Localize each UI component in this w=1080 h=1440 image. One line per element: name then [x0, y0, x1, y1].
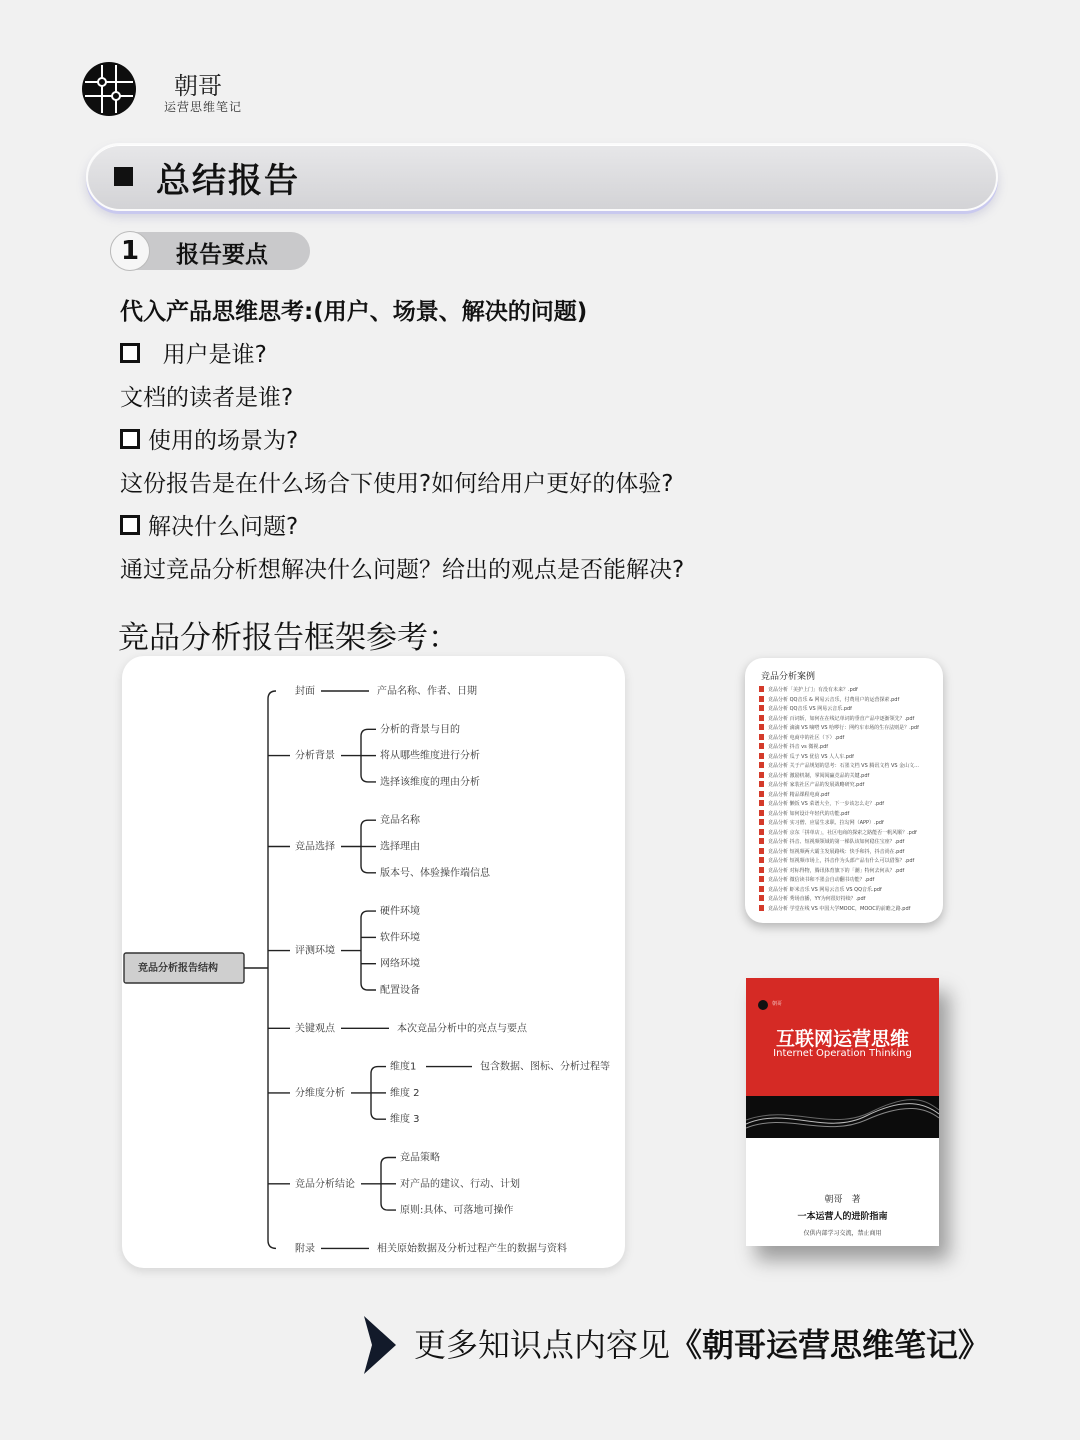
- book-tagline: 一本运营人的进阶指南: [797, 1212, 888, 1222]
- mindmap-leaf-label: 相关原始数据及分析过程产生的数据与资料: [377, 1243, 567, 1255]
- mindmap-root-label: 竞品分析报告结构: [138, 963, 218, 974]
- mindmap-leaf-label: 选择理由: [380, 841, 420, 853]
- book-cover: [746, 978, 939, 1246]
- pdf-file-icon: [759, 838, 764, 844]
- case-list-item: 竞品分析 QQ音乐 VS 网易云音乐.pdf: [759, 705, 937, 715]
- mindmap-leaf-label: 本次竞品分析中的亮点与要点: [397, 1023, 527, 1035]
- pdf-file-icon: [759, 886, 764, 892]
- mindmap-leaf-label: 竞品名称: [380, 815, 420, 827]
- pdf-file-icon: [759, 762, 764, 768]
- mindmap-leaf-bracket: [361, 911, 376, 990]
- page-title: 总结报告: [156, 161, 300, 201]
- book-logo-icon: [758, 1000, 768, 1010]
- book-wave-graphic: [746, 1096, 939, 1138]
- mindmap-leaf-label: 分析的背景与目的: [380, 724, 460, 736]
- pdf-file-icon: [759, 800, 764, 806]
- pdf-file-icon: [759, 705, 764, 711]
- pdf-file-icon: [759, 829, 764, 835]
- section-number: 1: [110, 231, 150, 271]
- mindmap-diagram: [122, 656, 625, 1268]
- triangle-arrow-icon: [364, 1316, 396, 1374]
- case-list-item: 竞品分析 抖音 vs 微视.pdf: [759, 743, 937, 753]
- mindmap-leaf-label: 维度 2: [390, 1087, 420, 1099]
- mindmap-leaf-label: 版本号、体验操作端信息: [380, 867, 490, 879]
- mindmap-branch-label: 分维度分析: [295, 1087, 345, 1099]
- case-list-item: 竞品分析 短视频两大霸主发展路线：快手和抖，抖音尚在.pdf: [759, 848, 937, 858]
- mindmap-leaf-label: 将从哪些维度进行分析: [380, 750, 480, 762]
- question-user: 用户是谁?: [120, 336, 267, 369]
- mindmap-leaf-label: 软件环境: [380, 932, 420, 944]
- case-list-title: 竞品分析案例: [761, 672, 816, 682]
- mindmap-branch-label: 评测环境: [295, 945, 335, 957]
- square-bullet-icon: [114, 167, 133, 186]
- mindmap-leaf-label: 选择该维度的理由分析: [380, 776, 480, 788]
- body-heading: 代入产品思维思考:(用户、场景、解决的问题): [120, 299, 588, 325]
- pdf-file-icon: [759, 686, 764, 692]
- pdf-file-icon: [759, 715, 764, 721]
- case-list-item: 竞品分析 对标得物，腾讯体育旗下的「潮」特何去何从？.pdf: [759, 867, 937, 877]
- question-scene: 使用的场景为?: [120, 422, 298, 455]
- pdf-file-icon: [759, 857, 764, 863]
- mindmap-leaf-label: 硬件环境: [380, 906, 420, 918]
- case-list-item: 竞品分析 电商中的社区（下）.pdf: [759, 734, 937, 744]
- case-list-item: 竞品分析 秀场直播，YY为何很好持续？.pdf: [759, 895, 937, 905]
- book-logo-text: 朝哥: [772, 1001, 783, 1007]
- pdf-file-icon: [759, 791, 764, 797]
- section-label: 报告要点: [176, 242, 268, 268]
- mindmap-leaf-label: 原则:具体、可落地可操作: [400, 1205, 514, 1217]
- case-list: [759, 686, 937, 914]
- book-note: 仅供内部学习交流，禁止商用: [803, 1230, 882, 1237]
- pdf-file-icon: [759, 781, 764, 787]
- case-list-item: 竞品分析 滴滴 VS 嘀嗒 VS 哈啰行：网约车市场的生存法则是？.pdf: [759, 724, 937, 734]
- framework-title: 竞品分析报告框架参考：: [118, 620, 459, 656]
- mindmap-leaf-label: 配置设备: [380, 985, 420, 996]
- question-problem: 解决什么问题?: [120, 508, 298, 541]
- mindmap-branch-label: 分析背景: [295, 750, 335, 762]
- mindmap-branch-label: 附录: [295, 1243, 315, 1255]
- checkbox-icon: [120, 515, 140, 535]
- case-list-item: 竞品分析 微信读书和不墨会自动翻书功能？.pdf: [759, 876, 937, 886]
- pdf-file-icon: [759, 819, 764, 825]
- mindmap-branch-label: 竞品分析结论: [295, 1178, 355, 1190]
- checkbox-icon: [120, 429, 140, 449]
- case-list-item: 竞品分析 如何设计年轻代的功能.pdf: [759, 810, 937, 820]
- case-list-item: 竞品分析 抖音、短视频领域的第一梯队该如何稳住宝座？.pdf: [759, 838, 937, 848]
- mindmap-branch-label: 封面: [295, 686, 315, 697]
- case-list-item: 竞品分析 实习僧、应届生求职、拉勾网（APP）.pdf: [759, 819, 937, 829]
- brand-name: 朝哥: [174, 72, 222, 100]
- pdf-file-icon: [759, 876, 764, 882]
- mindmap-branch-label: 竞品选择: [295, 841, 335, 853]
- case-list-item: 竞品分析 关于产品规划的思考：石墨文档 VS 腾讯文档 VS 金山文...: [759, 762, 937, 772]
- brand-subtitle: 运营思维笔记: [164, 100, 243, 114]
- mindmap-card: [122, 656, 625, 1268]
- mindmap-leaf-label: 竞品策略: [400, 1152, 440, 1164]
- book-author: 朝哥 著: [824, 1195, 861, 1205]
- pdf-file-icon: [759, 905, 764, 911]
- case-list-item: 竞品分析 激励机制，掌阅阅赢竞品的关键.pdf: [759, 772, 937, 782]
- case-list-item: 竞品分析 京东「拼单店」，社区电商的探索之路能否一帆风顺？.pdf: [759, 829, 937, 839]
- pdf-file-icon: [759, 867, 764, 873]
- case-list-item: 竞品分析「美护上门」有没有未来？.pdf: [759, 686, 937, 696]
- case-list-item: 竞品分析 QQ音乐 & 网易云音乐，付费用户的运营探索.pdf: [759, 696, 937, 706]
- checkbox-icon: [120, 343, 140, 363]
- section-header: [110, 232, 310, 270]
- mindmap-leaf-label: 维度1: [390, 1061, 417, 1073]
- mindmap-leaf-label: 产品名称、作者、日期: [377, 686, 477, 697]
- case-list-item: 竞品分析 懒饭 VS 菜谱大全，下一步该怎么走？.pdf: [759, 800, 937, 810]
- pdf-file-icon: [759, 724, 764, 730]
- pdf-file-icon: [759, 753, 764, 759]
- mindmap-sub-leaf-label: 包含数据、图标、分析过程等: [480, 1061, 610, 1073]
- brand-logo-icon: [82, 62, 136, 116]
- title-bar: [86, 143, 998, 211]
- case-list-card: [745, 658, 943, 923]
- pdf-file-icon: [759, 810, 764, 816]
- answer-scene: 这份报告是在什么场合下使用?如何给用户更好的体验?: [120, 471, 674, 497]
- pdf-file-icon: [759, 696, 764, 702]
- case-list-item: 竞品分析 虾米音乐 VS 网易云音乐 VS QQ音乐.pdf: [759, 886, 937, 896]
- footer-text: 更多知识点内容见《朝哥运营思维笔记》: [414, 1326, 991, 1364]
- mindmap-leaf-label: 对产品的建议、行动、计划: [400, 1178, 520, 1190]
- answer-problem: 通过竞品分析想解决什么问题？给出的观点是否能解决?: [120, 557, 685, 583]
- pdf-file-icon: [759, 772, 764, 778]
- case-list-item: 竞品分析 瓜子 VS 优信 VS 人人车.pdf: [759, 753, 937, 763]
- pdf-file-icon: [759, 848, 764, 854]
- case-list-item: 竞品分析 百词斩，如何在在线记单词的垂直产品中逐渐领先？.pdf: [759, 715, 937, 725]
- pdf-file-icon: [759, 743, 764, 749]
- case-list-item: 竞品分析 精品课程电商.pdf: [759, 791, 937, 801]
- case-list-item: 竞品分析 短视频市场上，抖音作为头部产品有什么可以借鉴？.pdf: [759, 857, 937, 867]
- answer-user: 文档的读者是谁?: [120, 385, 294, 411]
- book-subtitle: Internet Operation Thinking: [773, 1048, 912, 1059]
- pdf-file-icon: [759, 895, 764, 901]
- mindmap-leaf-label: 网络环境: [380, 958, 420, 970]
- case-list-item: 竞品分析 学堂在线 VS 中国大学MOOC，MOOC的前瞻之路.pdf: [759, 905, 937, 915]
- book-title: 互联网运营思维: [775, 1028, 909, 1050]
- mindmap-leaf-label: 维度 3: [390, 1114, 420, 1126]
- mindmap-trunk: [268, 691, 276, 1248]
- case-list-item: 竞品分析 家装社区产品的发展战略研究.pdf: [759, 781, 937, 791]
- mindmap-branch-label: 关键观点: [295, 1023, 335, 1035]
- pdf-file-icon: [759, 734, 764, 740]
